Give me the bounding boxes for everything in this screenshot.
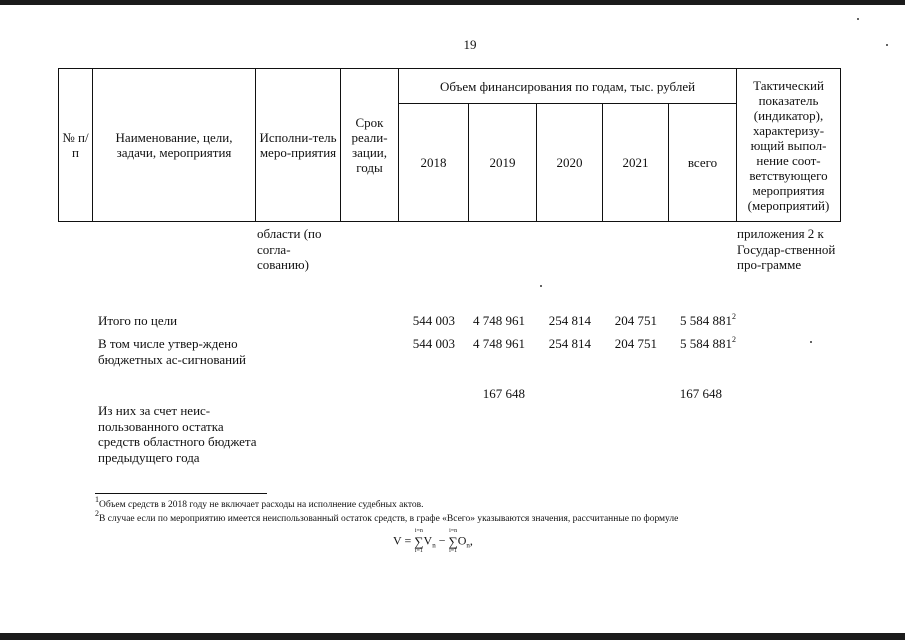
row-label: Итого по цели xyxy=(98,313,178,328)
header-year-2021: 2021 xyxy=(603,104,669,222)
footnote-ref: 2 xyxy=(732,311,736,321)
scan-border-bottom xyxy=(0,633,905,640)
header-year-2018: 2018 xyxy=(399,104,469,222)
sum-sign: ∑ xyxy=(448,534,458,549)
executor-continuation: области (по согла-сованию) xyxy=(257,226,322,272)
row-label: Из них за счет неис-пользованного остатка средств областного бюджета предыдущего года xyxy=(98,403,257,465)
formula: V = i=n ∑ i=1 $V_n$ − i=n ∑ i=1 $O_n$, xyxy=(393,528,473,554)
value-total-number: 5 584 881 xyxy=(680,336,732,351)
footnote-separator xyxy=(95,493,267,494)
formula-lhs: V xyxy=(393,533,402,548)
value-2021: 204 751 xyxy=(614,313,657,328)
value-total-number: 5 584 881 xyxy=(680,313,732,328)
footnote xyxy=(95,494,424,511)
footnote-text: Объем средств в 2018 году не включает расходы на исполнение судебных актов. xyxy=(99,500,424,510)
value-total: 167 648 xyxy=(679,386,722,401)
value-2019: 4 748 961 xyxy=(473,313,525,328)
header-col-funding: Объем финансирования по годам, тыс. рублей xyxy=(399,69,737,104)
header-col-indicator: Тактический показатель (индикатор), характеризу-ющий выпол-нение соот-ветствующего мероприятия (мероприятий) xyxy=(737,69,841,222)
value-2021: 204 751 xyxy=(614,336,657,351)
value-2018: 544 003 xyxy=(412,313,455,328)
value-2020: 254 814 xyxy=(548,336,591,351)
footnote xyxy=(95,508,679,525)
value-2018: 544 003 xyxy=(412,336,455,351)
table-header xyxy=(58,68,841,222)
footnote-mark: 2 xyxy=(95,508,99,518)
sum-upper-limit: i=n xyxy=(449,528,458,534)
value-total xyxy=(657,313,736,328)
indicator-continuation: приложения 2 к Государ-ственной про-грамме xyxy=(737,226,836,272)
header-col-executor: Исполни-тель меро-приятия xyxy=(256,69,341,222)
formula-term-o: O xyxy=(457,533,467,548)
value-2019: 4 748 961 xyxy=(473,336,525,351)
scan-speck xyxy=(810,341,812,343)
header-year-2020: 2020 xyxy=(537,104,603,222)
scan-speck xyxy=(540,285,542,287)
header-year-total: всего xyxy=(669,104,737,222)
footnote-ref: 2 xyxy=(732,334,736,344)
row-label: В том числе утвер-ждено бюджетных ас-сигнований xyxy=(98,336,246,367)
header-col-number: № п/п xyxy=(59,69,93,222)
value-total xyxy=(657,336,736,351)
formula-term-v: V xyxy=(423,533,433,548)
value-2019: 167 648 xyxy=(482,386,525,401)
page-number: 19 xyxy=(463,37,477,52)
header-col-name: Наименование, цели, задачи, мероприятия xyxy=(93,69,256,222)
sum-sign: ∑ xyxy=(414,534,424,549)
footnote-text: В случае если по мероприятию имеется неиспользованный остаток средств, в графе «Всего» указываются значения, рассчитанные по формуле xyxy=(99,514,679,524)
header-year-2019: 2019 xyxy=(469,104,537,222)
scan-speck xyxy=(857,18,859,20)
header-col-term: Срок реали-зации, годы xyxy=(341,69,399,222)
sum-lower-limit: i=1 xyxy=(414,548,423,554)
sum-lower-limit: i=1 xyxy=(449,548,458,554)
value-2020: 254 814 xyxy=(548,313,591,328)
sum-upper-limit: i=n xyxy=(414,528,423,534)
scan-speck xyxy=(886,44,888,46)
footnote-mark: 1 xyxy=(95,494,99,504)
scan-border-top xyxy=(0,0,905,5)
